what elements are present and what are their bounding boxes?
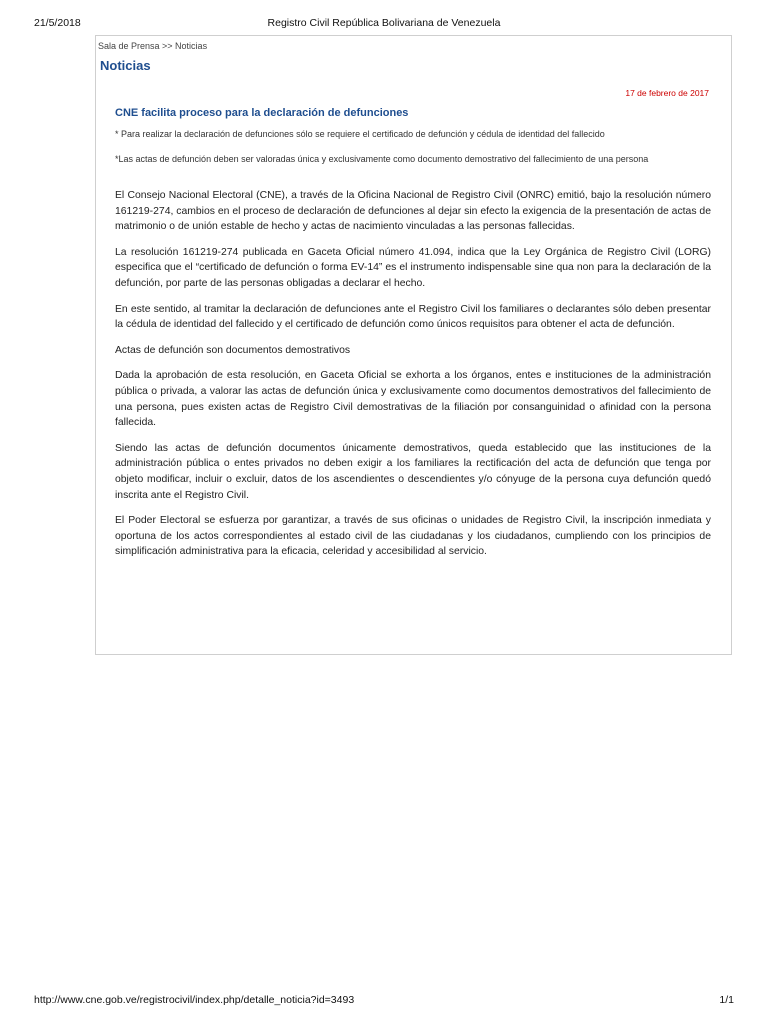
article-headline: CNE facilita proceso para la declaración de defunciones (115, 107, 409, 119)
article-date: 17 de febrero de 2017 (625, 88, 709, 98)
article-summary-2: *Las actas de defunción deben ser valoradas única y exclusivamente como documento demostrativo del fallecimiento de una persona (115, 154, 649, 164)
article-paragraph: En este sentido, al tramitar la declaración de defunciones ante el Registro Civil los familiares o declarantes sólo deben presentar la cédula de identidad del fallecido y el certificado de defunción como únicos requisitos para obtener el acta de defunción. (115, 303, 711, 331)
page-url: http://www.cne.gob.ve/registrocivil/index.php/detalle_noticia?id=3493 (34, 994, 355, 1006)
print-footer (34, 994, 734, 1008)
news-content-box (95, 35, 732, 655)
article-paragraph: Dada la aprobación de esta resolución, en Gaceta Oficial se exhorta a los órganos, entes e instituciones de la administración pública o privada, a valorar las actas de defunción única y exclusivamente como documentos demostrativos del fallecimiento de una persona, pues existen actas de Registro Civil demostrativas de la filiación por consanguinidad o afinidad con la persona fallecida. (115, 370, 711, 429)
article-paragraph: Siendo las actas de defunción documentos únicamente demostrativos, queda establecido que las instituciones de la administración pública o entes privados no deben exigir a los familiares la rectificación del acta de defunción que tenga por objeto modificar, incluir o excluir, datos de los ascendientes o descendientes y/o cónyuge de la persona cuya defunción quedó inscrita ante el Registro Civil. (115, 442, 711, 501)
article-summary-1: * Para realizar la declaración de defunciones sólo se requiere el certificado de defunción y cédula de identidad del fallecido (115, 129, 605, 139)
print-header (34, 17, 734, 31)
article (115, 106, 711, 570)
page-number: 1/1 (719, 994, 734, 1006)
page-title: Noticias (100, 58, 151, 73)
article-paragraph: La resolución 161219-274 publicada en Gaceta Oficial número 41.094, indica que la Ley Orgánica de Registro Civil (LORG) especifica que el “certificado de defunción o forma EV-14” es el instrumento indispensable sine qua non para la declaración de la defunción, por parte de las personas obligadas a declarar el hecho. (115, 246, 711, 289)
print-date: 21/5/2018 (34, 17, 81, 29)
print-page-title: Registro Civil República Bolivariana de Venezuela (267, 17, 501, 29)
article-subheading: Actas de defunción son documentos demostrativos (115, 344, 351, 356)
breadcrumb[interactable]: Sala de Prensa >> Noticias (98, 41, 208, 51)
article-paragraph: El Poder Electoral se esfuerza por garantizar, a través de sus oficinas o unidades de Registro Civil, la inscripción inmediata y oportuna de los actos correspondientes al estado civil de las ciudadanas y los ciudadanos, cumpliendo con los principios de simplificación administrativa para la eficacia, celeridad y accesibilidad al servicio. (115, 515, 711, 558)
article-paragraph: El Consejo Nacional Electoral (CNE), a través de la Oficina Nacional de Registro Civil (ONRC) emitió, bajo la resolución número 161219-274, cambios en el proceso de declaración de defunciones al dejar sin efecto la exigencia de la presentación de actas de matrimonio o de unión estable de hecho y actas de nacimiento vinculadas a las personas fallecidas. (115, 190, 711, 233)
